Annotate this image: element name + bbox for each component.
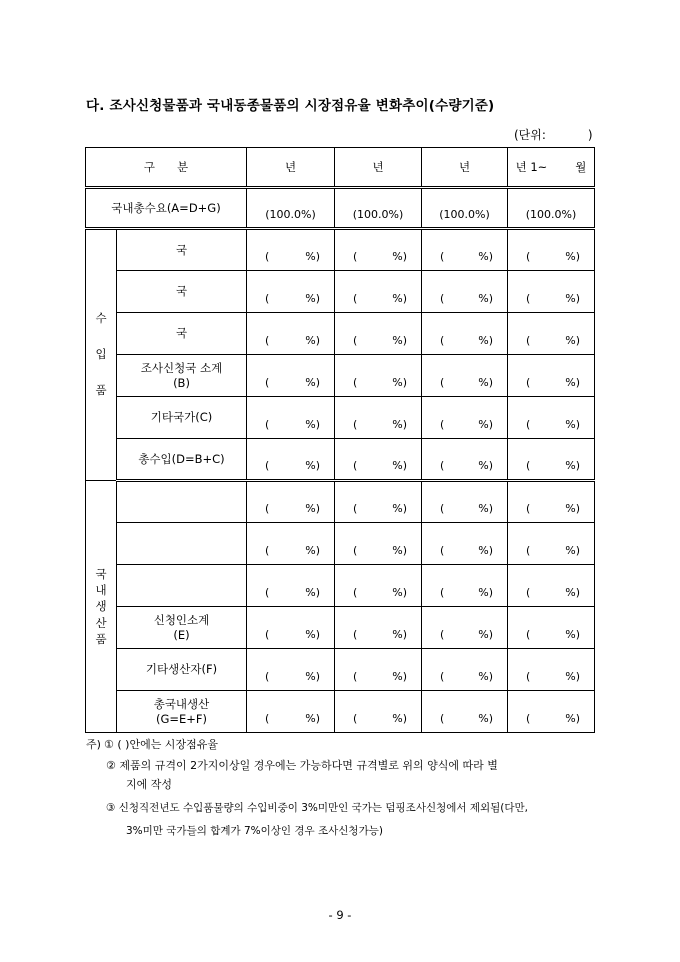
total-demand-cell: (100.0%) (508, 188, 595, 229)
share-cell: ( %) (335, 649, 422, 691)
import-subtotal-label: 조사신청국 소계 (B) (117, 355, 247, 397)
share-cell: ( %) (247, 649, 335, 691)
share-cell: ( %) (247, 691, 335, 733)
domestic-row (86, 607, 595, 649)
import-country-label: 국 (117, 313, 247, 355)
note-3b: 3%미만 국가들의 합계가 7%이상인 경우 조사신청가능) (126, 825, 383, 837)
import-group-label: 수 입 품 (86, 229, 117, 481)
header-year-3: 년 (422, 148, 508, 188)
share-cell: ( %) (335, 607, 422, 649)
share-cell: ( %) (335, 691, 422, 733)
import-other-label: 기타국가(C) (117, 397, 247, 439)
import-row (86, 313, 595, 355)
share-cell: ( %) (247, 355, 335, 397)
import-country-label: 국 (117, 271, 247, 313)
share-cell: ( %) (422, 565, 508, 607)
import-row (86, 271, 595, 313)
import-row (86, 229, 595, 271)
share-cell: ( %) (335, 397, 422, 439)
page-number: - 9 - (328, 908, 352, 922)
share-cell: ( %) (335, 355, 422, 397)
share-cell: ( %) (422, 271, 508, 313)
total-demand-label: 국내총수요(A=D+G) (86, 188, 247, 229)
share-cell: ( %) (335, 439, 422, 481)
share-cell: ( %) (508, 397, 595, 439)
share-cell: ( %) (335, 229, 422, 271)
header-row (86, 148, 595, 188)
share-cell: ( %) (422, 481, 508, 523)
share-cell: ( %) (247, 439, 335, 481)
header-category: 구 분 (86, 148, 247, 188)
domestic-row (86, 481, 595, 523)
share-cell: ( %) (422, 649, 508, 691)
share-cell: ( %) (422, 397, 508, 439)
share-cell: ( %) (508, 439, 595, 481)
share-cell: ( %) (247, 313, 335, 355)
unit-open: (단위: (514, 128, 546, 142)
note-1: ① ( )안에는 시장점유율 (104, 738, 218, 751)
domestic-row (86, 649, 595, 691)
producer-label (117, 481, 247, 523)
share-cell: ( %) (335, 313, 422, 355)
share-cell: ( %) (335, 523, 422, 565)
share-cell: ( %) (422, 607, 508, 649)
share-cell: ( %) (335, 565, 422, 607)
share-cell: ( %) (508, 313, 595, 355)
share-cell: ( %) (247, 229, 335, 271)
header-year-1: 년 (247, 148, 335, 188)
total-demand-cell: (100.0%) (422, 188, 508, 229)
domestic-total-label: 총국내생산 (G=E+F) (117, 691, 247, 733)
note-3a: ③ 신청직전년도 수입품물량의 수입비중이 3%미만인 국가는 덤핑조사신청에서 제외됨(다만, (106, 802, 529, 814)
share-cell: ( %) (422, 439, 508, 481)
header-year-2: 년 (335, 148, 422, 188)
share-cell: ( %) (247, 607, 335, 649)
import-country-label: 국 (117, 229, 247, 271)
import-total-label: 총수입(D=B+C) (117, 439, 247, 481)
domestic-group-label: 국 내 생 산 품 (86, 481, 117, 733)
note-2a: ② 제품의 규격이 2가지이상일 경우에는 가능하다면 규격별로 위의 양식에 따라 별 (106, 759, 498, 772)
domestic-row (86, 565, 595, 607)
producer-label (117, 565, 247, 607)
domestic-row (86, 523, 595, 565)
share-cell: ( %) (422, 313, 508, 355)
section-title: 다. 조사신청물품과 국내동종물품의 시장점유율 변화추이(수량기준) (86, 98, 495, 114)
share-cell: ( %) (422, 355, 508, 397)
share-cell: ( %) (247, 523, 335, 565)
total-demand-row (86, 188, 595, 229)
share-cell: ( %) (508, 691, 595, 733)
market-share-table (85, 147, 595, 733)
share-cell: ( %) (247, 481, 335, 523)
import-row (86, 439, 595, 481)
share-cell: ( %) (247, 271, 335, 313)
header-year-4: 년 1~ 월 (508, 148, 595, 188)
share-cell: ( %) (508, 649, 595, 691)
domestic-row (86, 691, 595, 733)
producer-label (117, 523, 247, 565)
share-cell: ( %) (335, 271, 422, 313)
unit-label (514, 126, 593, 143)
share-cell: ( %) (508, 565, 595, 607)
unit-close: ) (587, 128, 593, 142)
applicant-subtotal-label: 신청인소계 (E) (117, 607, 247, 649)
total-demand-cell: (100.0%) (335, 188, 422, 229)
share-cell: ( %) (335, 481, 422, 523)
import-row (86, 355, 595, 397)
total-demand-cell: (100.0%) (247, 188, 335, 229)
other-producer-label: 기타생산자(F) (117, 649, 247, 691)
share-cell: ( %) (508, 523, 595, 565)
import-row (86, 397, 595, 439)
share-cell: ( %) (508, 355, 595, 397)
share-cell: ( %) (508, 607, 595, 649)
share-cell: ( %) (422, 523, 508, 565)
share-cell: ( %) (247, 565, 335, 607)
share-cell: ( %) (247, 397, 335, 439)
share-cell: ( %) (422, 691, 508, 733)
share-cell: ( %) (508, 271, 595, 313)
note-prefix: 주) (86, 738, 101, 751)
share-cell: ( %) (508, 229, 595, 271)
share-cell: ( %) (422, 229, 508, 271)
note-2b: 지에 작성 (126, 778, 173, 791)
share-cell: ( %) (508, 481, 595, 523)
